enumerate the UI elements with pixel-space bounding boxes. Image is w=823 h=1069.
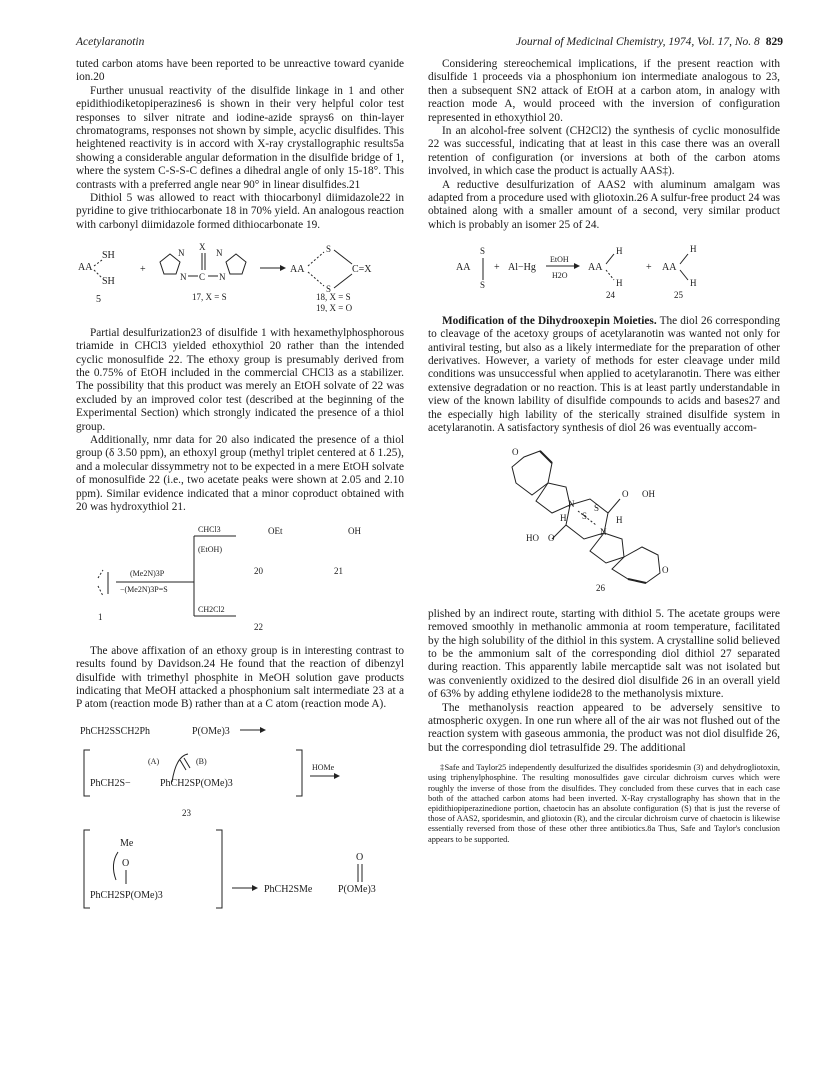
scheme-text: EtOH (550, 255, 569, 265)
scheme-text: AA (588, 262, 603, 274)
paragraph: The methanolysis reaction appeared to be adversely sensitive to atmospheric oxygen. In one run where all of the air was not flushed out of the reaction system with gaseous ammonia, the product was not diol disulfide 26, but the corresponding diol tetrasulfide 29. The additional (428, 701, 780, 754)
scheme-text: H (690, 278, 697, 289)
atom-label: N (568, 499, 575, 510)
scheme-text: AA (662, 262, 677, 274)
atom-label: S (594, 503, 600, 514)
atom-label: HO (526, 533, 539, 544)
paragraph: Partial desulfurization23 of disulfide 1 with hexamethylphosphorous triamide in CHCl3 yielded ethoxythiol 20 rather than the intended cyclic monosulfide 22. The ethoxy group is presumably derived from the 0.75% of EtOH included in the commercial CHCl3 as a stabilizer. The possibility that this product was merely an EtOH solvate of 22 was excluded by an improved color test (described at the beginning of the Experimental Section) which strongly indicated the presence of a thiol group. (76, 326, 404, 433)
paragraph: In an alcohol-free solvent (CH2Cl2) the synthesis of cyclic monosulfide 22 was successful, indicating that at least in this case there was an overall retention of configuration (or inversions at both of the carbon atoms involved, in which case the product is actually AAS‡). (428, 125, 780, 178)
scheme-text: HOMe (312, 762, 335, 772)
compound-label: 25 (674, 290, 683, 301)
compound-label: 20 (254, 566, 263, 577)
scheme-text: O (122, 857, 130, 869)
footnote (428, 763, 780, 845)
scheme-text: S (480, 246, 486, 257)
compound-label: 1 (98, 612, 103, 623)
paragraph: Dithiol 5 was allowed to react with thiocarbonyl diimidazole22 in pyridine to give trithiocarbonate 18 in 70% yield. An analogous reaction with carbonyl diimidazole formed dithiocarbonate 19. (76, 192, 404, 231)
paragraph-text: The diol 26 corresponding to cleavage of the acetoxy groups of acetylaranotin was wanted not only for antiviral testing, but also as a likely intermediate for the preparation of other derivatives. However, a variety of methods for ester cleavage under mild conditions was unsuccessful when applied to acetylaranotin. There was either extensive degradation or no reaction. This is at least partly understandable in view of the known lability of disulfide compounds to acids and bases27 and the especially high lability of the sterically strained disulfide system in acetylaranotin. A satisfactory synthesis of diol 26 was eventually accom- (428, 314, 780, 434)
atom-label: O (512, 447, 519, 458)
compound-label: 23 (182, 807, 191, 818)
scheme-text: S (480, 280, 486, 291)
scheme-text: (Me2N)3P (130, 569, 165, 579)
scheme-text: H2O (552, 271, 568, 281)
scheme-text: PhCH2SSCH2Ph (80, 725, 151, 737)
scheme-text: + (494, 262, 500, 274)
compound-label: 22 (254, 622, 263, 631)
paragraph: A reductive desulfurization of AAS2 with aluminum amalgam was adapted from a procedure used with gliotoxin.26 A sulfur-free product 24 was obtained along with a smaller amount of a second, very similar product which is probably an isomer 25 of 24. (428, 178, 780, 231)
atom-label: H (560, 513, 567, 524)
paragraph: The above affixation of an ethoxy group is in interesting contrast to results found by Davidson.24 He found that the reaction of dibenzyl disulfide with trimethyl phosphite in MeOH solution gave products indicating that MeOH attacked a phosphonium salt intermediate 23 at a P atom (reaction mode B) rather than at a C atom (reaction mode A). (76, 644, 404, 711)
atom-label: S (582, 511, 588, 522)
scheme-text: SH (102, 276, 115, 288)
scheme-text: + (646, 262, 652, 274)
atom-label: H (616, 515, 623, 526)
left-column (76, 58, 404, 930)
paragraph: Additionally, nmr data for 20 also indicated the presence of a thiol group (δ 3.50 ppm), an ethoxyl group (methyl triplet centered at δ 1.25), and a molecular dissymmetry not to be expected in a mere EtOH solvate of monosulfide 22 (i.e., two acetate peaks were shown at 2.05 and 2.10 ppm). Similar evidence indicated that a minor coproduct obtained with 20 was hydroxythiol 21. (76, 433, 404, 513)
scheme-text: AA (290, 264, 305, 276)
paragraph: Further unusual reactivity of the disulfide linkage in 1 and other epidithiodiketopiperazines6 is shown in their very helpful color test responses to silver nitrate and iodine-azide sprays6 on thin-layer chromatograms, responses not shown by simple, acyclic disulfides. This heightened reactivity is in accord with X-ray crystallographic results5a showing a considerable angular deformation in the disulfide bridge of 1, where the system C-S-S-C defines a dihedral angle of only 15-18°. This contrasts with a preferred angle near 90° in linear disulfides.21 (76, 84, 404, 191)
scheme-text: CHCl3 (198, 525, 221, 535)
journal-name: Journal of Medicinal Chemistry, 1974, Vol. 17, No. 8 (516, 36, 760, 48)
scheme-text: CH2Cl2 (198, 605, 225, 615)
scheme-text: SH (102, 250, 115, 262)
paragraph: plished by an indirect route, starting with dithiol 5. The acetate groups were removed smoothly in methanolic ammonia at room temperature, facilitated by the high solubility of the dithiol in this system. A crystalline solid believed to be the ammonium salt of the corresponding diol dithiol 27 separated during reaction. This apparently labile mercaptide salt was not isolated but was conveniently oxidized to the desired diol disulfide 26 in an overall yield of 63% by adding ethylene iodide28 to the methanolysis mixture. (428, 607, 780, 701)
compound-label: 21 (334, 566, 343, 577)
scheme-text: PhCH2S− (90, 777, 131, 789)
scheme-trithiocarbonate (76, 240, 404, 316)
scheme-text: AA (456, 262, 471, 274)
scheme-text: Al−Hg (508, 262, 536, 274)
scheme-text: O (356, 851, 364, 863)
scheme-reductive-desulfurization (428, 240, 780, 304)
scheme-davidson (76, 720, 404, 920)
atom-label: O (622, 489, 629, 500)
scheme-text: OH (348, 526, 361, 537)
footnote-text: ‡Safe and Taylor25 independently desulfurized the disulfides sporidesmin (3) and dehydrogliotoxin, using triphenylphosphine. The resulting monosulfides gave circular dichroism curves which were roughly the inverse of those from the disulfides. They concluded from these curves that in each case both of the attached carbon atoms had been inverted. X-Ray crystallography has shown that in the epidithiopiperazinedione portion, chaetocin has an absolute configuration (S) that is just the reverse of those of AAS2, sporidesmin, and gliotoxin (R), and the circular dichroism curve of chaetocin is likewise essentially reversed from those of these other three antibiotics.8a Thus, Safe and Taylor's conclusion appears to be supported. (428, 763, 780, 844)
scheme-text: N (180, 272, 187, 283)
section-heading: Modification of the Dihydrooxepin Moieties. (442, 314, 657, 327)
scheme-text: OEt (268, 526, 283, 537)
atom-label: O (548, 533, 555, 544)
paragraph: tuted carbon atoms have been reported to be unreactive toward cyanide ion.20 (76, 58, 404, 84)
scheme-text: (EtOH) (198, 545, 222, 555)
scheme-text: N (216, 248, 223, 259)
atom-label: OH (642, 489, 655, 500)
scheme-text: C (199, 272, 206, 283)
running-title: Acetylaranotin (76, 36, 145, 48)
scheme-text: N (178, 248, 185, 259)
scheme-text: (B) (196, 756, 207, 766)
journal-citation (516, 36, 783, 48)
paragraph: Considering stereochemical implications, if the present reaction with disulfide 1 proceeds via a phosphonium ion intermediate analogous to 23, then a subsequent SN2 attack of EtOH at a carbon atom, in analogy with reaction mode A, would proceed with the inversion of configuration represented in ethoxythiol 20. (428, 58, 780, 124)
scheme-text: C=X (352, 264, 372, 276)
structure-diol-26 (428, 443, 780, 597)
scheme-text: (A) (148, 756, 160, 766)
compound-label: 24 (606, 290, 615, 301)
right-column (428, 58, 780, 845)
atom-label: N (600, 527, 607, 538)
paragraph (428, 315, 780, 436)
scheme-text: S (326, 244, 332, 255)
page-number: 829 (765, 36, 783, 48)
scheme-text: −(Me2N)3P=S (120, 585, 168, 595)
atom-label: O (662, 565, 669, 576)
scheme-text: P(OMe)3 (338, 883, 376, 895)
scheme-text: PhCH2SMe (264, 883, 313, 895)
scheme-text: Me (120, 837, 134, 849)
scheme-text: N (219, 272, 226, 283)
scheme-text: H (616, 246, 623, 257)
scheme-text: PhCH2SP(OMe)3 (160, 777, 233, 789)
scheme-desulfurization (76, 522, 404, 634)
scheme-text: S (326, 284, 332, 295)
scheme-text: H (690, 244, 697, 255)
compound-label: 5 (96, 294, 101, 306)
compound-label: 18, X = S (316, 292, 351, 303)
scheme-text: PhCH2SP(OMe)3 (90, 889, 163, 901)
scheme-text: AA (78, 262, 93, 274)
scheme-text: H (616, 278, 623, 289)
compound-label: 17, X = S (192, 292, 227, 303)
scheme-text: + (140, 264, 146, 276)
compound-label: 19, X = O (316, 303, 353, 313)
compound-label: 26 (596, 583, 605, 594)
scheme-text: P(OMe)3 (192, 725, 230, 737)
scheme-text: X (199, 242, 206, 253)
